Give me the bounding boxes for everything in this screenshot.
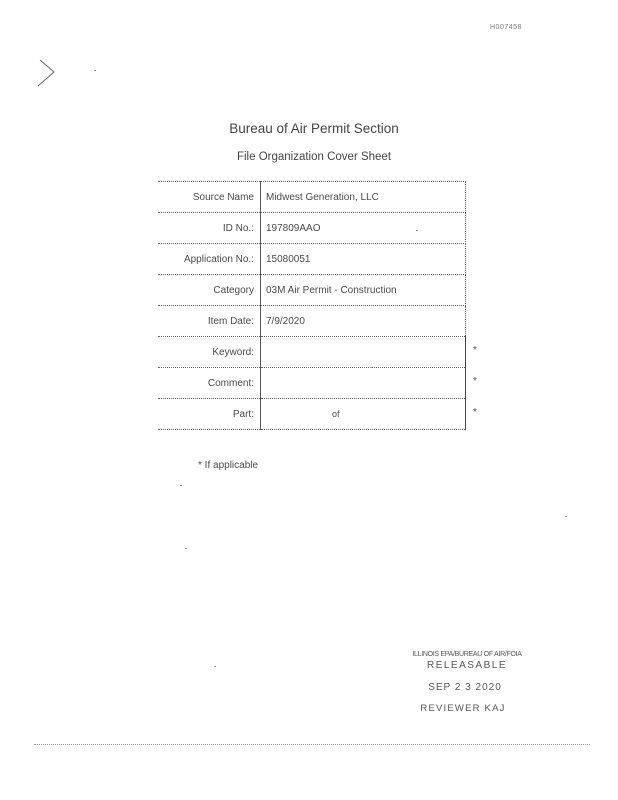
field-label: Item Date: <box>158 306 261 337</box>
page-title: Bureau of Air Permit Section <box>229 121 399 136</box>
field-value <box>261 399 466 430</box>
field-value <box>261 337 466 368</box>
footnote: * If applicable <box>198 460 259 471</box>
field-label: Keyword: <box>158 337 261 368</box>
page-subtitle: File Organization Cover Sheet <box>236 151 392 163</box>
field-value: 7/9/2020 <box>261 306 466 337</box>
form-row-application-no <box>158 244 466 275</box>
corner-mark-icon <box>36 58 58 88</box>
scan-speck <box>565 516 567 517</box>
keyword-asterisk: * <box>473 345 477 356</box>
foia-stamp-header: ILLINOIS EPA/BUREAU OF AIR/FOIA <box>412 651 522 658</box>
scan-speck <box>370 367 372 368</box>
form-row-id-no <box>158 213 466 244</box>
field-label: Comment: <box>158 368 261 399</box>
field-label: Application No.: <box>158 244 261 275</box>
field-value: 197809AAO <box>261 213 466 244</box>
field-label: Part: <box>158 399 261 430</box>
page-id: H007458 <box>490 24 522 31</box>
bottom-rule <box>34 744 590 745</box>
foia-stamp-date: SEP 2 3 2020 <box>428 682 502 693</box>
form-row-source-name <box>158 182 466 213</box>
part-asterisk: * <box>473 407 477 418</box>
field-value: Midwest Generation, LLC <box>261 182 466 213</box>
field-label: Category <box>158 275 261 306</box>
part-of-text: of <box>332 408 340 419</box>
field-value <box>261 368 466 399</box>
foia-stamp-reviewer: REVIEWER KAJ <box>420 703 506 714</box>
form-row-part <box>158 399 466 430</box>
foia-stamp-releasable: RELEASABLE <box>426 660 508 671</box>
form-row-keyword <box>158 337 466 368</box>
scan-speck <box>94 70 96 71</box>
scan-speck <box>180 485 182 486</box>
form-row-comment <box>158 368 466 399</box>
field-label: Source Name <box>158 182 261 213</box>
comment-asterisk: * <box>473 376 477 387</box>
form-row-category <box>158 275 466 306</box>
field-value: 03M Air Permit - Construction <box>261 275 466 306</box>
cover-sheet-form <box>158 181 466 430</box>
field-label: ID No.: <box>158 213 261 244</box>
scan-speck <box>185 548 187 549</box>
field-value: 15080051 <box>261 244 466 275</box>
scan-speck <box>416 230 418 231</box>
scan-speck <box>214 666 216 667</box>
form-row-item-date <box>158 306 466 337</box>
